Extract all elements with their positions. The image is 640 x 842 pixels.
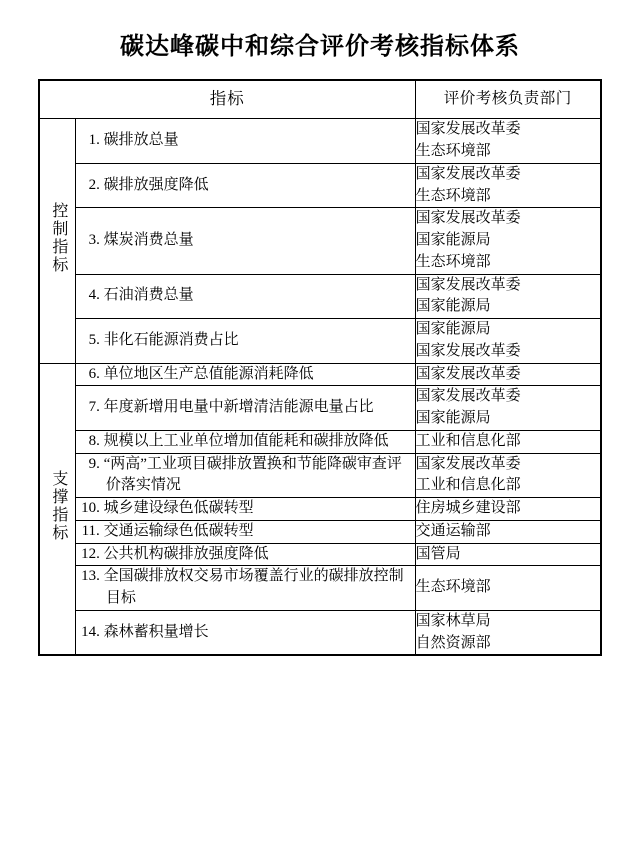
- department-line: 住房城乡建设部: [415, 500, 521, 517]
- page-title: 碳达峰碳中和综合评价考核指标体系: [120, 34, 520, 60]
- department-line: 工业和信息化部: [415, 477, 521, 494]
- group-label-support-text: 支撑指标: [49, 469, 67, 542]
- department-cell: [415, 319, 601, 364]
- table-row: [39, 119, 601, 164]
- indicator-cell: [75, 430, 415, 453]
- indicator-text: 森林蓄积量增长: [103, 623, 209, 640]
- indicator-cell: [75, 498, 415, 521]
- indicator-table: [38, 79, 602, 656]
- table-row: [39, 610, 601, 655]
- department-cell: [415, 543, 601, 566]
- indicator-text: 碳排放强度降低: [103, 176, 209, 193]
- department-cell: [415, 363, 601, 386]
- table-row: [39, 543, 601, 566]
- indicator-cell: [75, 274, 415, 319]
- indicator-text: 年度新增用电量中新增清洁能源电量占比: [103, 399, 374, 416]
- indicator-text: 碳排放总量: [103, 132, 179, 149]
- table-header-row: [39, 80, 601, 119]
- indicator-text: 非化石能源消费占比: [103, 331, 239, 348]
- indicator-cell: [75, 319, 415, 364]
- table-row: [39, 566, 601, 611]
- department-line: 工业和信息化部: [415, 432, 521, 449]
- indicator-cell: [75, 386, 415, 431]
- department-line: 国管局: [415, 545, 461, 562]
- department-cell: [415, 208, 601, 274]
- department-line: 生态环境部: [415, 253, 491, 270]
- indicator-number: 3.: [88, 232, 100, 249]
- department-line: 国家能源局: [415, 410, 491, 427]
- department-cell: [415, 274, 601, 319]
- indicator-cell: [75, 163, 415, 208]
- indicator-text: 城乡建设绿色低碳转型: [103, 500, 254, 517]
- indicator-number: 8.: [88, 432, 100, 449]
- department-line: 国家发展改革委: [415, 365, 521, 382]
- department-cell: [415, 386, 601, 431]
- indicator-text: “两高”工业项目碳排放置换和节能降碳审查评价落实情况: [103, 455, 402, 494]
- department-cell: [415, 610, 601, 655]
- indicator-text: 煤炭消费总量: [103, 232, 194, 249]
- department-line: 国家能源局: [415, 232, 491, 249]
- department-cell: [415, 566, 601, 611]
- column-header-indicator: 指标: [39, 80, 415, 119]
- group-label-support: [39, 363, 75, 655]
- indicator-number: 14.: [81, 623, 100, 640]
- indicator-cell: [75, 119, 415, 164]
- department-line: 国家能源局: [415, 321, 491, 338]
- department-line: 国家发展改革委: [415, 342, 521, 359]
- table-body: [39, 119, 601, 656]
- department-cell: [415, 163, 601, 208]
- table-row: [39, 498, 601, 521]
- department-line: 生态环境部: [415, 579, 491, 596]
- indicator-cell: [75, 453, 415, 498]
- table-row: [39, 163, 601, 208]
- indicator-text: 单位地区生产总值能源消耗降低: [103, 365, 314, 382]
- department-line: 国家发展改革委: [415, 165, 521, 182]
- department-line: 国家发展改革委: [415, 210, 521, 227]
- indicator-text: 交通运输绿色低碳转型: [103, 522, 254, 539]
- group-label-control: [39, 119, 75, 363]
- indicator-text: 公共机构碳排放强度降低: [103, 545, 269, 562]
- indicator-number: 1.: [88, 132, 100, 149]
- department-line: 生态环境部: [415, 187, 491, 204]
- department-line: 国家发展改革委: [415, 388, 521, 405]
- indicator-number: 7.: [88, 399, 100, 416]
- department-cell: [415, 453, 601, 498]
- table-row: [39, 520, 601, 543]
- department-line: 交通运输部: [415, 522, 491, 539]
- indicator-number: 5.: [88, 331, 100, 348]
- table-header: [39, 80, 601, 119]
- department-cell: [415, 430, 601, 453]
- department-line: 国家林草局: [415, 612, 491, 629]
- table-row: [39, 453, 601, 498]
- column-header-department: 评价考核负责部门: [415, 80, 601, 119]
- indicator-number: 13.: [81, 568, 100, 585]
- indicator-number: 4.: [88, 287, 100, 304]
- indicator-text: 规模以上工业单位增加值能耗和碳排放降低: [103, 432, 389, 449]
- department-line: 国家发展改革委: [415, 455, 521, 472]
- department-cell: [415, 498, 601, 521]
- indicator-table-wrapper: [38, 79, 602, 656]
- indicator-cell: [75, 543, 415, 566]
- department-line: 生态环境部: [415, 143, 491, 160]
- table-row: [39, 363, 601, 386]
- indicator-text: 全国碳排放权交易市场覆盖行业的碳排放控制目标: [103, 568, 404, 607]
- table-row: [39, 319, 601, 364]
- indicator-number: 11.: [81, 522, 100, 539]
- department-line: 自然资源部: [415, 634, 491, 651]
- table-row: [39, 386, 601, 431]
- indicator-number: 10.: [81, 500, 100, 517]
- indicator-cell: [75, 208, 415, 274]
- indicator-number: 12.: [81, 545, 100, 562]
- indicator-cell: [75, 520, 415, 543]
- table-row: [39, 430, 601, 453]
- department-line: 国家发展改革委: [415, 121, 521, 138]
- department-line: 国家能源局: [415, 298, 491, 315]
- indicator-number: 6.: [88, 365, 100, 382]
- department-cell: [415, 520, 601, 543]
- department-line: 国家发展改革委: [415, 276, 521, 293]
- department-cell: [415, 119, 601, 164]
- table-row: [39, 274, 601, 319]
- table-row: [39, 208, 601, 274]
- indicator-cell: [75, 363, 415, 386]
- indicator-cell: [75, 566, 415, 611]
- indicator-number: 9.: [88, 455, 100, 472]
- group-label-control-text: 控制指标: [49, 201, 67, 274]
- indicator-number: 2.: [88, 176, 100, 193]
- indicator-cell: [75, 610, 415, 655]
- indicator-text: 石油消费总量: [103, 287, 194, 304]
- document-page: [0, 26, 640, 842]
